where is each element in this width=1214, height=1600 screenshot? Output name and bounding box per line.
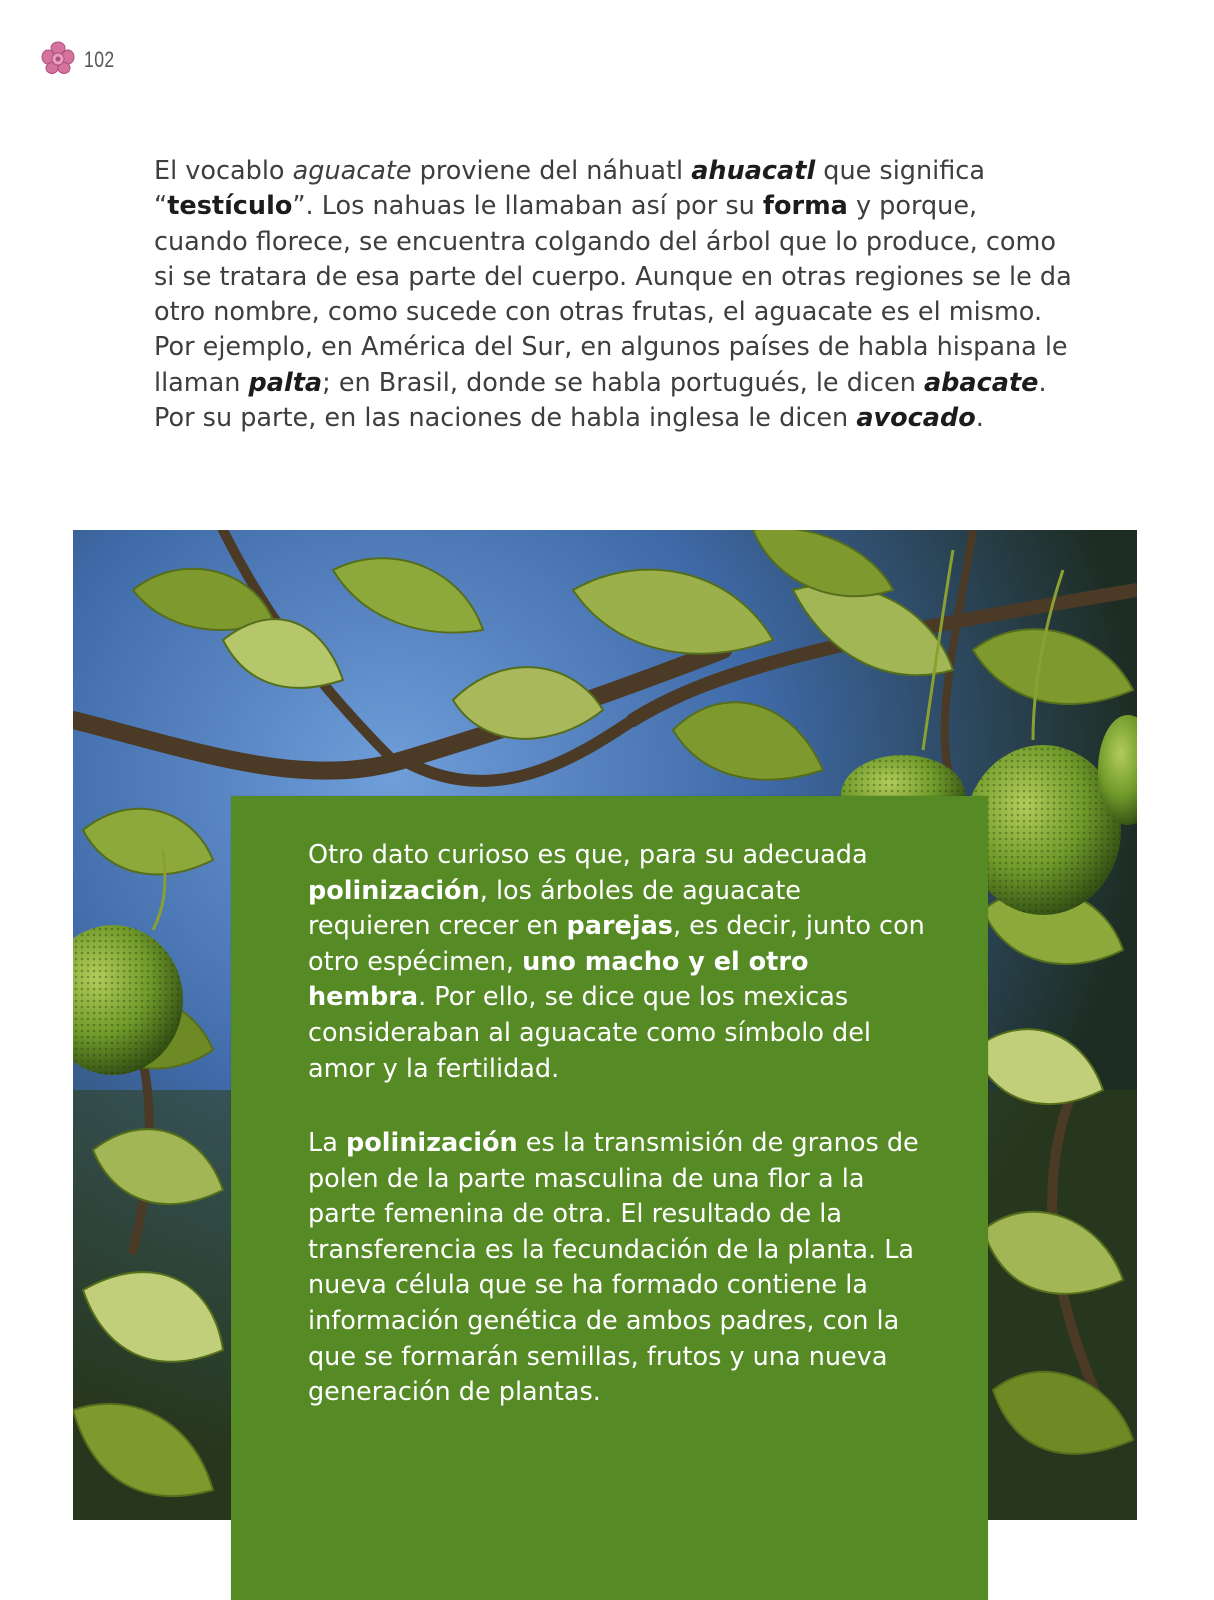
flower-icon <box>40 40 76 80</box>
box-text: , los árboles de aguacate requieren crecer en <box>308 875 801 942</box>
intro-text: ; en Brasil, donde se habla portugués, le dicen <box>322 367 924 398</box>
intro-term-abacate: abacate <box>923 367 1039 398</box>
intro-term-palta: palta <box>248 367 323 398</box>
intro-italic-term: aguacate <box>292 156 412 186</box>
box-bold-term: polinización <box>345 1128 518 1158</box>
box-text: , es decir, junto con otro espécimen, <box>308 911 925 977</box>
page-number: 102 <box>84 47 115 72</box>
page-header <box>40 40 122 80</box>
intro-text: . Por su parte, en las naciones de habla inglesa le dicen <box>154 367 1047 434</box>
pollination-fact-paragraph <box>308 838 928 1087</box>
info-box <box>231 796 988 1600</box>
intro-text: que significa “ <box>154 156 985 222</box>
intro-bold-term: forma <box>762 191 848 222</box>
box-text: es la transmisión de granos de polen de la parte masculina de una flor a la parte femenina de otra. El resultado de la transferencia es la fecundación de la planta. La nueva célula que se ha formado contiene la información genética de ambos padres, con la que se formarán semillas, frutos y una nueva generación de plantas. <box>308 1128 919 1408</box>
box-bold-term: uno macho y el otro hembra <box>308 946 809 1013</box>
box-text: La <box>308 1128 346 1158</box>
intro-nahuatl-term: ahuacatl <box>691 156 816 186</box>
intro-text: proviene del náhuatl <box>411 156 692 186</box>
intro-bold-term: testículo <box>167 191 293 222</box>
intro-paragraph <box>154 154 1074 436</box>
box-text: . Por ello, se dice que los mexicas consideraban al aguacate como símbolo del amor y la fertilidad. <box>308 982 871 1084</box>
intro-text: El vocablo <box>154 156 293 186</box>
intro-text: y porque, cuando florece, se encuentra colgando del árbol que lo produce, como si se tratara de esa parte del cuerpo. Aunque en otras regiones se le da otro nombre, como sucede con otras frutas, el aguacate es el mismo. Por ejemplo, en América del Sur, en algunos países de habla hispana le llaman <box>154 191 1072 398</box>
intro-term-avocado: avocado <box>856 403 976 434</box>
box-bold-term: parejas <box>566 911 673 942</box>
box-text: Otro dato curioso es que, para su adecuada <box>308 840 868 870</box>
pollination-definition-paragraph <box>308 1126 928 1411</box>
box-bold-term: polinización <box>308 875 480 906</box>
intro-text: . <box>975 403 984 434</box>
intro-text: ”. Los nahuas le llamaban así por su <box>292 191 763 222</box>
